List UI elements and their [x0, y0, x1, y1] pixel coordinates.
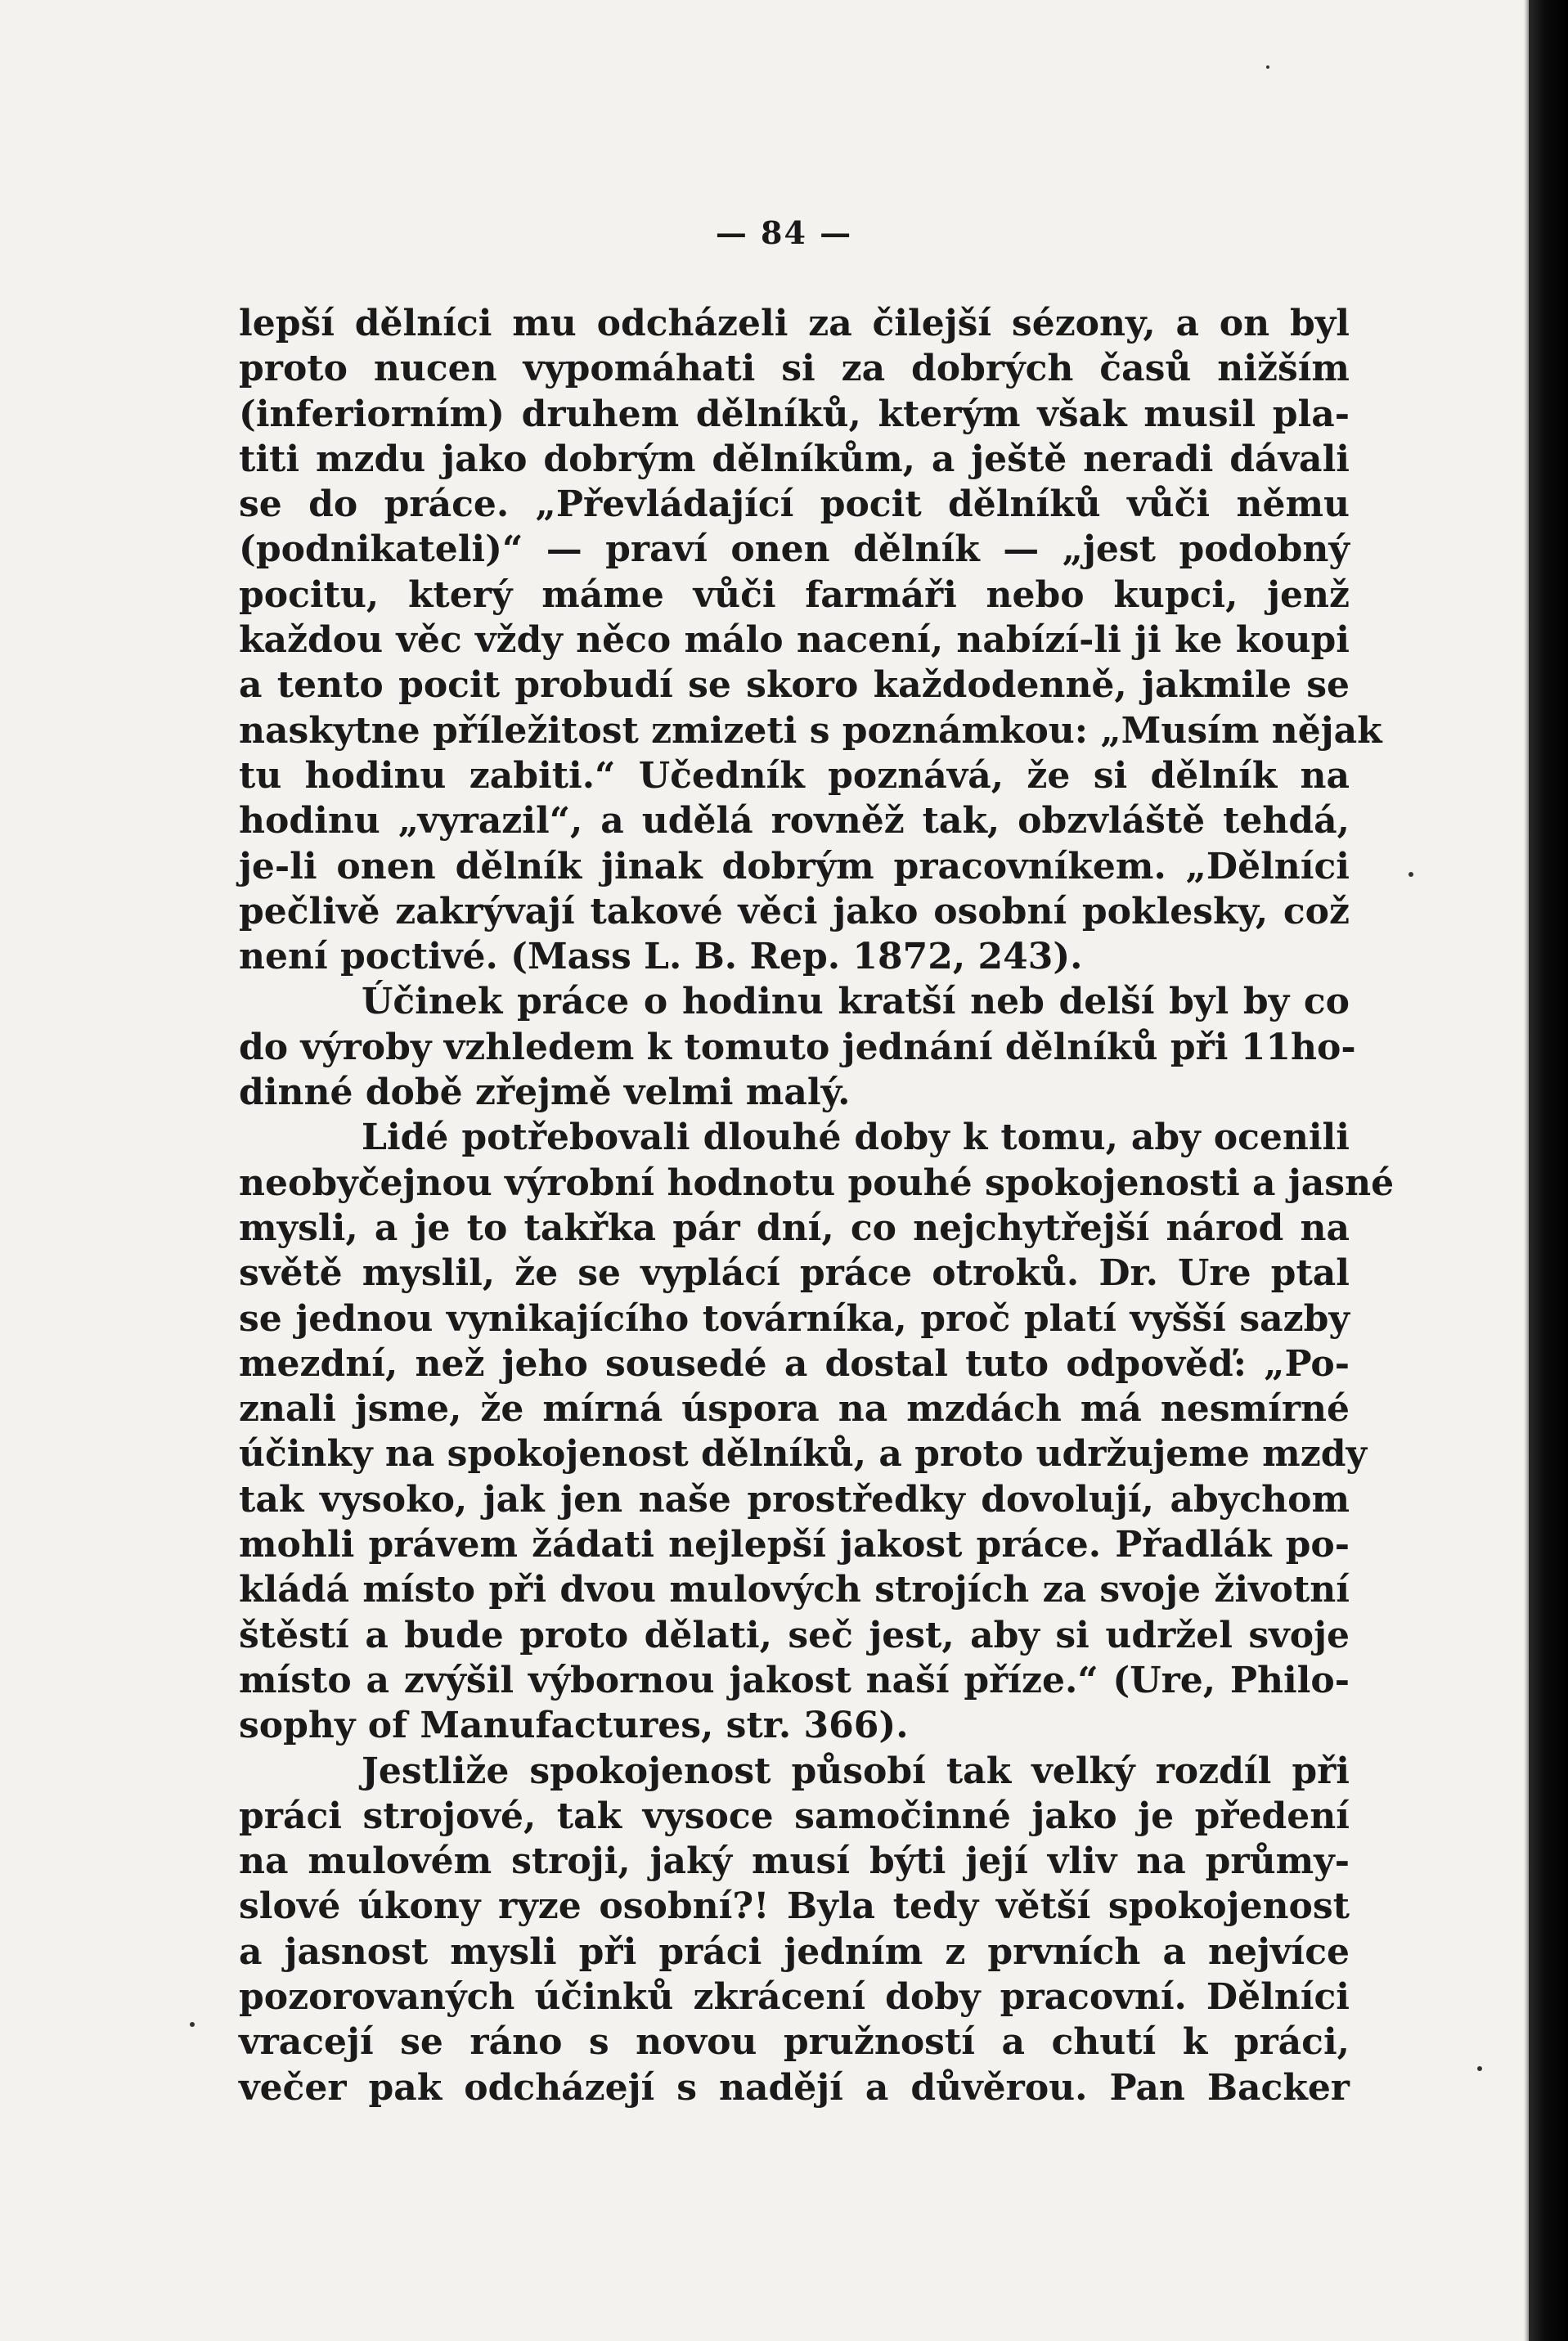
text-line: pečlivě zakrývají takové věci jako osobní poklesky, což — [239, 890, 1350, 932]
text-line: hodinu „vyrazil“, a udělá rovněž tak, obzvláště tehdá, — [239, 800, 1350, 842]
text-line: (podnikateli)“ — praví onen dělník — „jest podobný — [239, 528, 1350, 571]
text-line: lepší dělníci mu odcházeli za čilejší sézony, a on byl — [239, 303, 1350, 344]
text-line: slové úkony ryze osobní?! Byla tedy větší spokojenost — [239, 1885, 1350, 1928]
text-line: Lidé potřebovali dlouhé doby k tomu, aby ocenili — [362, 1117, 1350, 1159]
text-line: pozorovaných účinků zkrácení doby pracovní. Dělníci — [239, 1975, 1350, 2018]
text-line: a jasnost mysli při práci jedním z prvních a nejvíce — [239, 1930, 1350, 1973]
text-line: je-li onen dělník jinak dobrým pracovníkem. „Dělníci — [239, 845, 1350, 887]
text-line: a tento pocit probudí se skoro každodenně, jakmile se — [239, 664, 1350, 707]
text-line: světě myslil, že se vyplácí práce otroků. Dr. Ure ptal — [239, 1252, 1350, 1295]
text-line: místo a zvýšil výbornou jakost naší příze.“ (Ure, Philo- — [239, 1659, 1350, 1701]
text-line: kládá místo při dvou mulových strojích za svoje životní — [239, 1569, 1350, 1611]
text-line: tak vysoko, jak jen naše prostředky dovolují, abychom — [239, 1478, 1350, 1521]
scan-speck — [1266, 65, 1269, 69]
text-line: tu hodinu zabiti.“ Učedník poznává, že si dělník na — [239, 754, 1350, 797]
book-spine-edge — [1529, 0, 1568, 2341]
text-line: proto nucen vypomáhati si za dobrých časů nižším — [239, 348, 1350, 390]
text-line: mezdní, než jeho sousedé a dostal tuto odpověď: „Po- — [239, 1342, 1350, 1385]
text-line: každou věc vždy něco málo nacení, nabízí-li ji ke koupi — [239, 619, 1350, 662]
text-line: titi mzdu jako dobrým dělníkům, a ještě neradi dávali — [239, 438, 1350, 480]
text-line: Jestliže spokojenost působí tak velký rozdíl při — [362, 1750, 1350, 1792]
text-line: znali jsme, že mírná úspora na mzdách má nesmírné — [239, 1388, 1350, 1431]
text-line: do výroby vzhledem k tomuto jednání dělníků při 11ho- — [239, 1026, 1356, 1068]
text-line: vracejí se ráno s novou pružností a chutí k práci, — [239, 2021, 1350, 2064]
text-line: večer pak odcházejí s nadějí a důvěrou. Pan Backer — [239, 2066, 1350, 2109]
scan-speck — [1409, 872, 1413, 877]
text-line: neobyčejnou výrobní hodnotu pouhé spokojenosti a jasné — [239, 1162, 1395, 1204]
text-line: naskytne příležitost zmizeti s poznámkou: „Musím nějak — [239, 709, 1382, 752]
text-line: na mulovém stroji, jaký musí býti její vliv na průmy- — [239, 1840, 1350, 1883]
text-line: mohli právem žádati nejlepší jakost práce. Přadlák po- — [239, 1524, 1350, 1566]
text-line: účinky na spokojenost dělníků, a proto udržujeme mzdy — [239, 1433, 1368, 1476]
scan-speck — [190, 2022, 195, 2027]
page-number: — 84 — — [715, 214, 853, 251]
text-line: není poctivé. (Mass L. B. Rep. 1872, 243). — [239, 936, 1083, 978]
text-line: štěstí a bude proto dělati, seč jest, aby si udržel svoje — [239, 1614, 1350, 1656]
text-line: Účinek práce o hodinu kratší neb delší byl by co — [362, 981, 1350, 1023]
text-line: dinné době zřejmě velmi malý. — [239, 1072, 851, 1114]
text-line: pocitu, který máme vůči farmáři nebo kupci, jenž — [239, 573, 1350, 616]
text-line: se do práce. „Převládající pocit dělníků vůči němu — [239, 483, 1350, 526]
body-text — [239, 301, 1395, 2110]
scan-speck — [1477, 2066, 1482, 2071]
text-line: (inferiorním) druhem dělníků, kterým však musil pla- — [239, 393, 1350, 435]
text-line: práci strojové, tak vysoce samočinné jako je předení — [239, 1795, 1350, 1837]
text-line: se jednou vynikajícího továrníka, proč platí vyšší sazby — [239, 1297, 1350, 1340]
text-line: mysli, a je to takřka pár dní, co nejchytřejší národ na — [239, 1206, 1350, 1249]
text-line: sophy of Manufactures, str. 366). — [239, 1705, 909, 1747]
